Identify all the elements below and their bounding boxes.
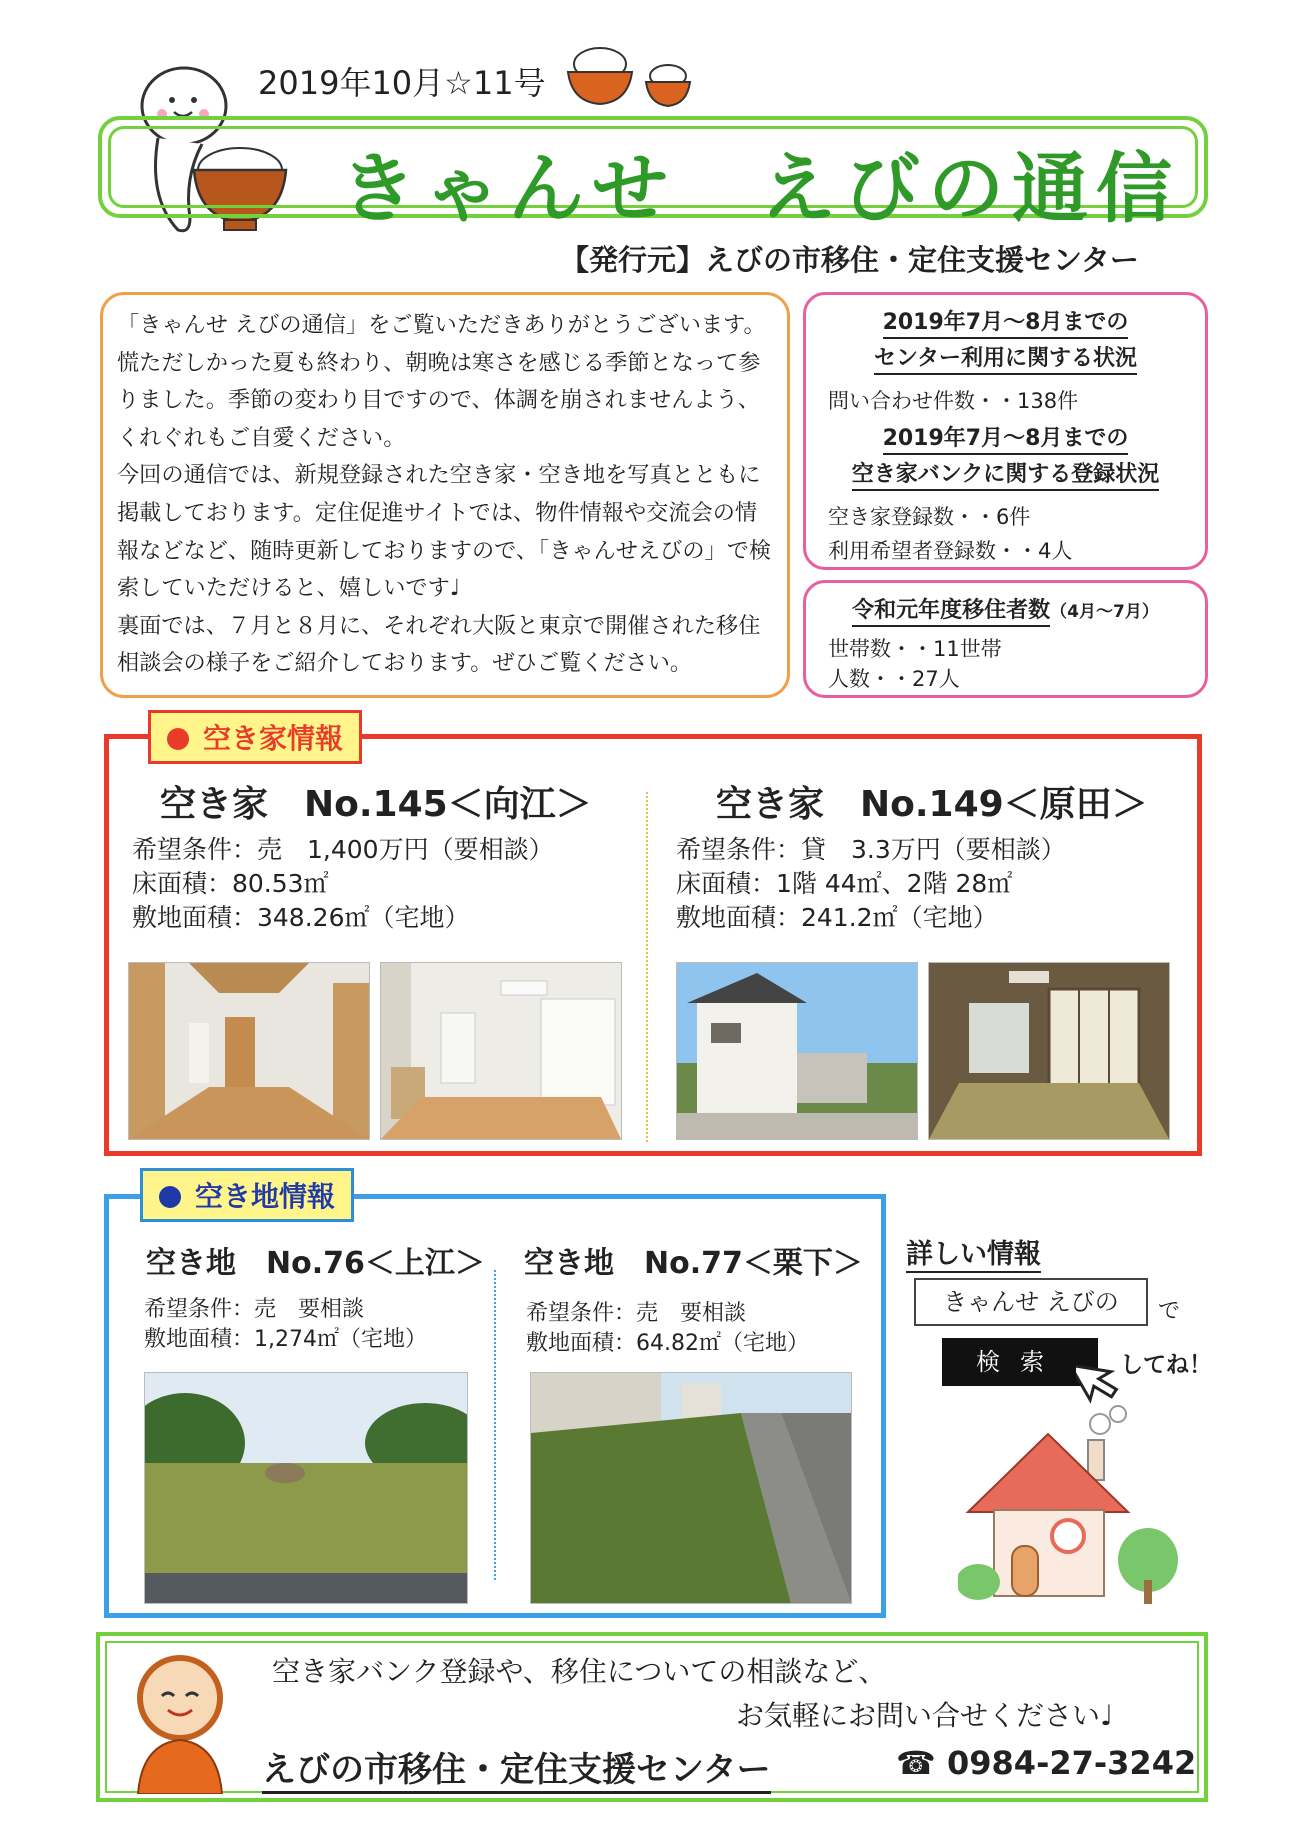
house-149-exterior-photo (676, 962, 918, 1140)
land-77-photo (530, 1372, 852, 1604)
migrants-heading: 令和元年度移住者数（4月～7月） (806, 593, 1205, 624)
house-149-floor: 床面積：1階 44㎡、2階 28㎡ (676, 869, 1013, 898)
house-149-condition: 希望条件：貸 3.3万円（要相談） (676, 835, 1066, 864)
monk-mascot-illustration (124, 1648, 234, 1794)
house-145-floor: 床面積：80.53㎡ (132, 869, 329, 898)
vacant-lands-tag: 空き地情報 (140, 1168, 354, 1222)
footer-phone: ☎ 0984-27-3242 (896, 1744, 1197, 1782)
house-145-room-photo (380, 962, 622, 1140)
land-76-condition: 希望条件：売 要相談 (144, 1297, 365, 1322)
red-dot-icon (167, 728, 189, 750)
intro-text: 「きゃんせ えびの通信」をご覧いただきありがとうございます。 慌ただしかった夏も終わり、朝晩は寒さを感じる季節となって参りました。季節の変わり目ですので、体調を崩されませんよう、くれぐれもご自愛ください。 今回の通信では、新規登録された空き家・空き地を写真とともに掲載しております。定住促進サイトでは、物件情報や交流会の情報などなど、随時更新しておりますので、「きゃんせえびの」で検索していただけると、嬉しいです♩ 裏面では、７月と８月に、それぞれ大阪と東京で開催された移住相談会の様子をご紹介しております。ぜひご覧ください。 (117, 312, 772, 677)
people-count: 人数・・27人 (828, 667, 960, 691)
center-stats-heading-1: 2019年7月～8月までの (806, 305, 1205, 336)
bank-stats-heading-1: 2019年7月～8月までの (806, 421, 1205, 452)
house-illustration (958, 1400, 1188, 1610)
house-149-site: 敷地面積：241.2㎡（宅地） (676, 903, 998, 932)
inquiries-count: 問い合わせ件数・・138件 (828, 389, 1079, 413)
blue-dot-icon (159, 1186, 181, 1208)
promo-heading: 詳しい情報 (906, 1232, 1041, 1273)
house-divider (646, 792, 648, 1142)
households-count: 世帯数・・11世帯 (828, 637, 1002, 661)
houses-registered: 空き家登録数・・6件 (828, 505, 1031, 529)
house-145-condition: 希望条件：売 1,400万円（要相談） (132, 835, 554, 864)
land-77-site: 敷地面積：64.82㎡（宅地） (526, 1331, 809, 1356)
house-145-hallway-photo (128, 962, 370, 1140)
center-stats-heading-2: センター利用に関する状況 (806, 341, 1205, 372)
promo-suffix: してね！ (1120, 1352, 1212, 1378)
footer-organization: えびの市移住・定住支援センター (262, 1742, 771, 1794)
migrants-box (803, 580, 1208, 698)
land-76-title: 空き地 No.76＜上江＞ (146, 1246, 485, 1281)
house-145-site: 敷地面積：348.26㎡（宅地） (132, 903, 470, 932)
issue-number: 2019年10月☆11号 (258, 64, 546, 102)
footer-message-1: 空き家バンク登録や、移住についての相談など、 (272, 1655, 887, 1688)
house-149-title: 空き家 No.149＜原田＞ (716, 784, 1148, 825)
land-76-site: 敷地面積：1,274㎡（宅地） (144, 1327, 427, 1352)
users-registered: 利用希望者登録数・・4人 (828, 539, 1073, 563)
bank-stats-heading-2: 空き家バンクに関する登録状況 (806, 457, 1205, 488)
center-stats-box (803, 292, 1208, 570)
land-77-title: 空き地 No.77＜栗下＞ (524, 1246, 863, 1281)
search-button: 検索 (942, 1338, 1098, 1386)
intro-box (100, 292, 790, 698)
land-divider (494, 1270, 496, 1580)
rice-bowl-icon (560, 46, 700, 110)
promo-de: で (1158, 1299, 1181, 1324)
land-77-condition: 希望条件：売 要相談 (526, 1301, 747, 1326)
house-149-interior-photo (928, 962, 1170, 1140)
search-term-box: きゃんせ えびの (914, 1278, 1148, 1326)
vacant-houses-tag: 空き家情報 (148, 710, 362, 764)
publisher: 【発行元】えびの市移住・定住支援センター (560, 243, 1139, 277)
house-145-title: 空き家 No.145＜向江＞ (160, 784, 592, 825)
newsletter-title: きゃんせ えびの通信 (340, 144, 1180, 233)
footer-message-2: お気軽にお問い合せください♩ (736, 1699, 1114, 1732)
land-76-photo (144, 1372, 468, 1604)
